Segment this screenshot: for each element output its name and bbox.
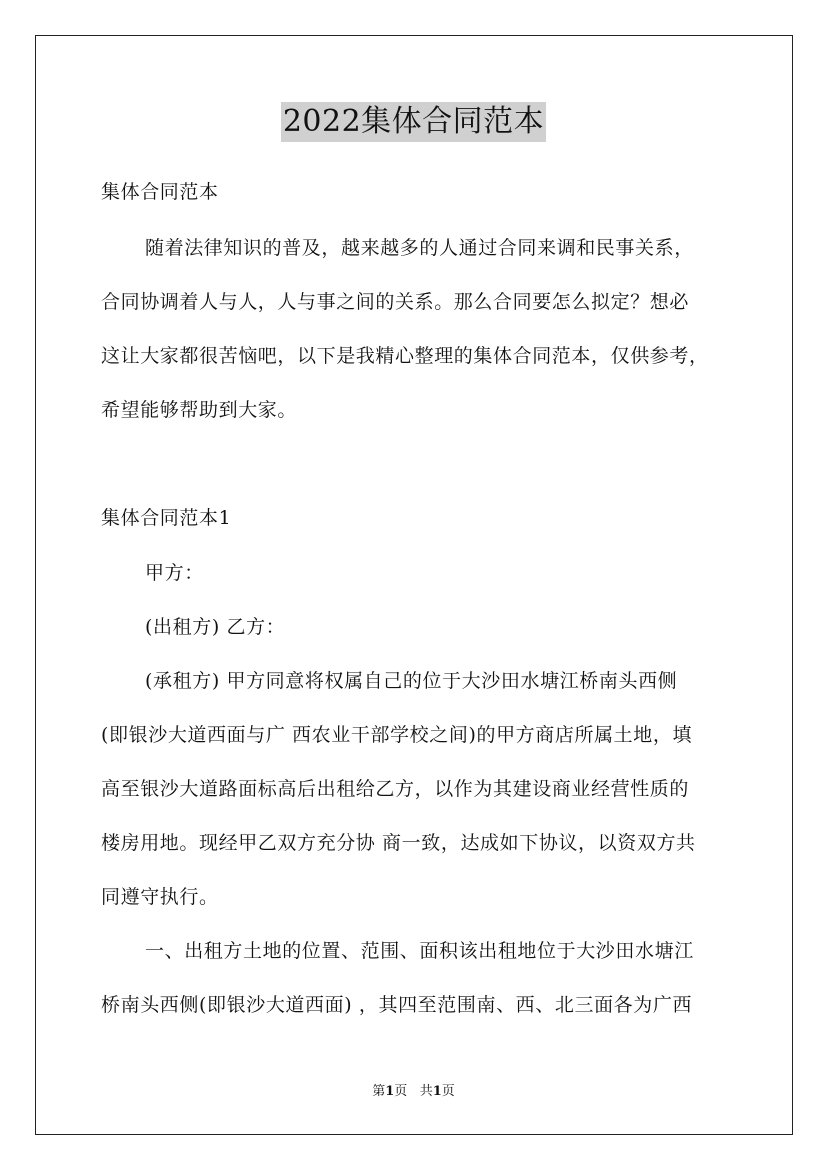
body-line: (出租方) 乙方： [145,616,286,638]
body-line: 高至银沙大道路面标高后出租给乙方，以作为其建设商业经营性质的 [101,778,690,800]
body-line: 合同协调着人与人，人与事之间的关系。那么合同要怎么拟定？想必 [101,291,690,313]
body-line: 这让大家都很苦恼吧，以下是我精心整理的集体合同范本，仅供参考， [101,345,709,367]
body-line: (即银沙大道西面与广 西农业干部学校之间)的甲方商店所属土地，填 [101,724,693,746]
section-heading: 集体合同范本 [101,181,219,203]
page-label-suffix: 页 [441,1084,455,1099]
page-footer [0,1083,827,1101]
page-current-number: 1 [385,1084,395,1099]
section-heading: 集体合同范本1 [101,507,232,529]
document-title: 2022集体合同范本 [281,102,546,142]
page-label-prefix: 第 [372,1084,386,1099]
body-line: 一、出租方土地的位置、范围、面积该出租地位于大沙田水塘江 [145,940,694,962]
title-container [0,102,827,142]
body-line: (承租方) 甲方同意将权属自己的位于大沙田水塘江桥南头西侧 [145,670,678,692]
body-line: 希望能够帮助到大家。 [101,399,298,421]
body-line: 桥南头西侧(即银沙大道西面) ，其四至范围南、西、北三面各为广西 [101,994,693,1016]
body-line: 楼房用地。现经甲乙双方充分协 商一致，达成如下协议，以资双方共 [101,832,696,854]
body-line: 甲方： [145,562,204,584]
body-line: 随着法律知识的普及，越来越多的人通过合同来调和民事关系， [145,237,694,259]
body-line: 同遵守执行。 [101,886,219,908]
page-label-mid: 页 共 [394,1084,433,1099]
page-total-number: 1 [432,1084,442,1099]
